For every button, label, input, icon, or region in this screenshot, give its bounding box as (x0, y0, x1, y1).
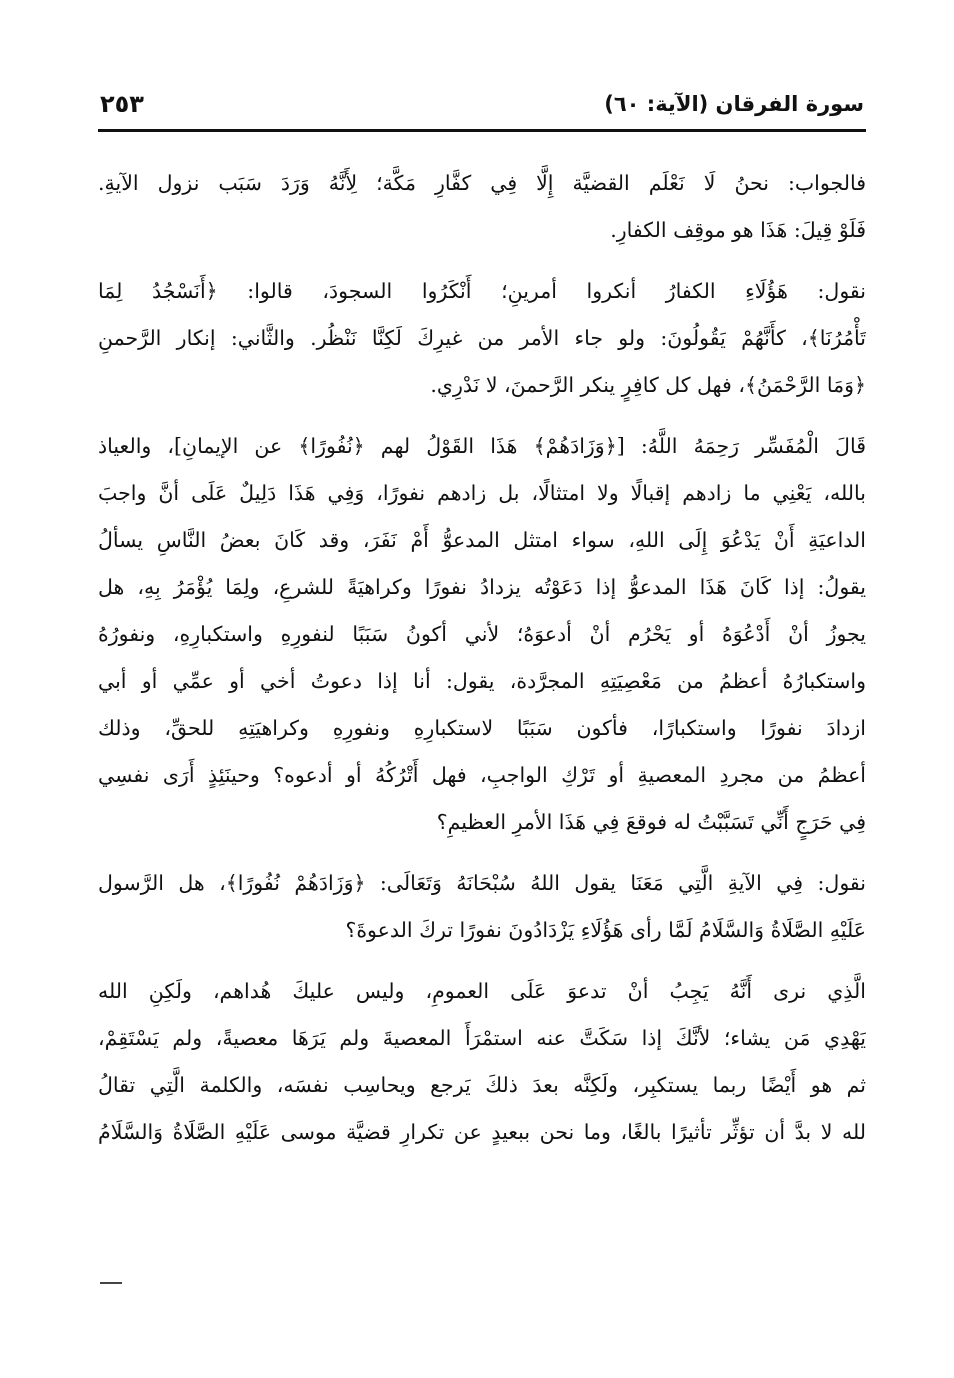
paragraph-commentator (98, 423, 866, 846)
text-line: نقول: هَؤُلَاءِ الكفارُ أنكروا أمرينِ؛ أَنْكَرُوا السجودَ، قالوا: ﴿أَنَسْجُدُ لِمَا (98, 279, 866, 303)
text-line: يَهْدِي مَن يشاء؛ لأنَّكَ إذا سَكَتَّ عنه استمْرَأَ المعصيةَ ولم يَرَهَا معصيةً، ولم يَسْتَقِمْ، (98, 1026, 866, 1050)
text-line: أعظمُ من مجردِ المعصيةِ أو تَرْكِ الواجبِ، فهل أَتْرُكُهُ أو أدعوه؟ وحينَئِذٍ أَرَى نفسِي (98, 763, 866, 787)
text-line: بالله، يَعْنِي ما زادهم إقبالًا ولا امتثالًا، بل زادهم نفورًا، وَفِي هَذَا دَلِيلٌ عَلَى أنَّ واجبَ (98, 481, 866, 505)
text-line: الداعيَةِ أَنْ يَدْعُوَ إِلَى اللهِ، سواء امتثل المدعوُّ أَمْ نَفَرَ، وقد كَانَ بعضُ النَّاسِ يسألُ (98, 528, 866, 552)
text-line: فَلَوْ قِيلَ: هَذَا هو موقِف الكفارِ. (610, 218, 866, 242)
text-line: نقول: فِي الآيةِ الَّتِي مَعَنَا يقول اللهُ سُبْحَانَهُ وَتَعَالَى: ﴿وَزَادَهُمْ نُفُورًا﴾، هل الرَّسول (98, 871, 866, 895)
text-line: يجوزُ أنْ أَدْعُوَهُ أو يَحْرُم أنْ أدعوَهُ؛ لأني أكونُ سَبَبًا لنفورِهِ واستكبارِهِ، ونفورُهُ (98, 622, 866, 646)
text-line: واستكبارُهُ أعظمُ من مَعْصِيَتِهِ المجرَّدة، يقول: أنا إذا دعوتُ أخي أو عمِّي أو أبي (98, 669, 866, 693)
text-line: ﴿وَمَا الرَّحْمَنُ﴾، فهل كل كافِرٍ ينكر الرَّحمنَ، لا نَدْرِي. (430, 373, 866, 397)
text-line: ازدادَ نفورًا واستكبارًا، فأكون سَبَبًا لاستكبارِهِ ونفورِهِ وكراهيَتِهِ للحقِّ، وذلك (98, 716, 866, 740)
page-header (100, 88, 864, 128)
page-number: ٢٥٣ (100, 90, 144, 118)
page-body (98, 160, 866, 1170)
text-line: ثم هو أَيْضًا ربما يستكبِر، ولَكِنَّه بعدَ ذلكَ يَرجع ويحاسِب نفسَه، والكلمة الَّتِي تقالُ (98, 1073, 866, 1097)
text-line: يقولُ: إذا كَانَ هَذَا المدعوُّ إذا دَعَوْتُه يزدادُ نفورًا وكراهيَةً للشرعِ، ولِمَا يُؤْمَرُ بِهِ، هل (98, 575, 866, 599)
text-line: فالجواب: نحنُ لَا نَعْلَم القضيَّة إِلَّا فِي كفَّارِ مَكَّة؛ لِأَنَّهُ وَرَدَ سَبَب نزول الآيةِ. (98, 171, 866, 195)
footer-mark (100, 1282, 122, 1284)
text-line: تَأْمُرُنَا﴾، كأَنَّهُمْ يَقُولُونَ: ولو جاء الأمر من غيرِكَ لَكِنَّا نَنْظُر. والثَّاني: إنكار الرَّحمنِ (98, 326, 866, 350)
header-rule (98, 129, 866, 132)
surah-title: سورة الفرقان (الآية: ٦٠) (604, 92, 864, 116)
text-line: فِي حَرَجٍ أَنِّي تَسَبَّبْتُ له فوقعَ فِي هَذَا الأمرِ العظيمِ؟ (436, 810, 866, 834)
text-line: الَّذِي نرى أَنَّهُ يَجِبُ أنْ تدعوَ عَلَى العمومِ، وليس عليكَ هُداهم، ولَكِنِ الله (98, 979, 866, 1003)
paragraph-conclusion (98, 968, 866, 1156)
paragraph-answer (98, 160, 866, 254)
paragraph-disbelievers (98, 268, 866, 409)
text-line: قَالَ الْمُفَسِّر رَحِمَهُ اللَّهُ: [﴿وَزَادَهُمْ﴾ هَذَا القَوْلُ لهم ﴿نُفُورًا﴾ عن الإيمانِ]، والعياذ (98, 434, 866, 458)
text-line: عَلَيْهِ الصَّلَاةُ وَالسَّلَامُ لَمَّا رأى هَؤُلَاءِ يَزْدَادُونَ نفورًا تركَ الدعوةَ؟ (345, 918, 866, 942)
paragraph-verse (98, 860, 866, 954)
text-line: لله لا بدَّ أن تؤثِّر تأثيرًا بالغًا، وما نحن ببعيدٍ عن تكرارِ قضيَّة موسى عَلَيْهِ الصَّلَاةُ وَالسَّلَامُ (98, 1120, 866, 1144)
